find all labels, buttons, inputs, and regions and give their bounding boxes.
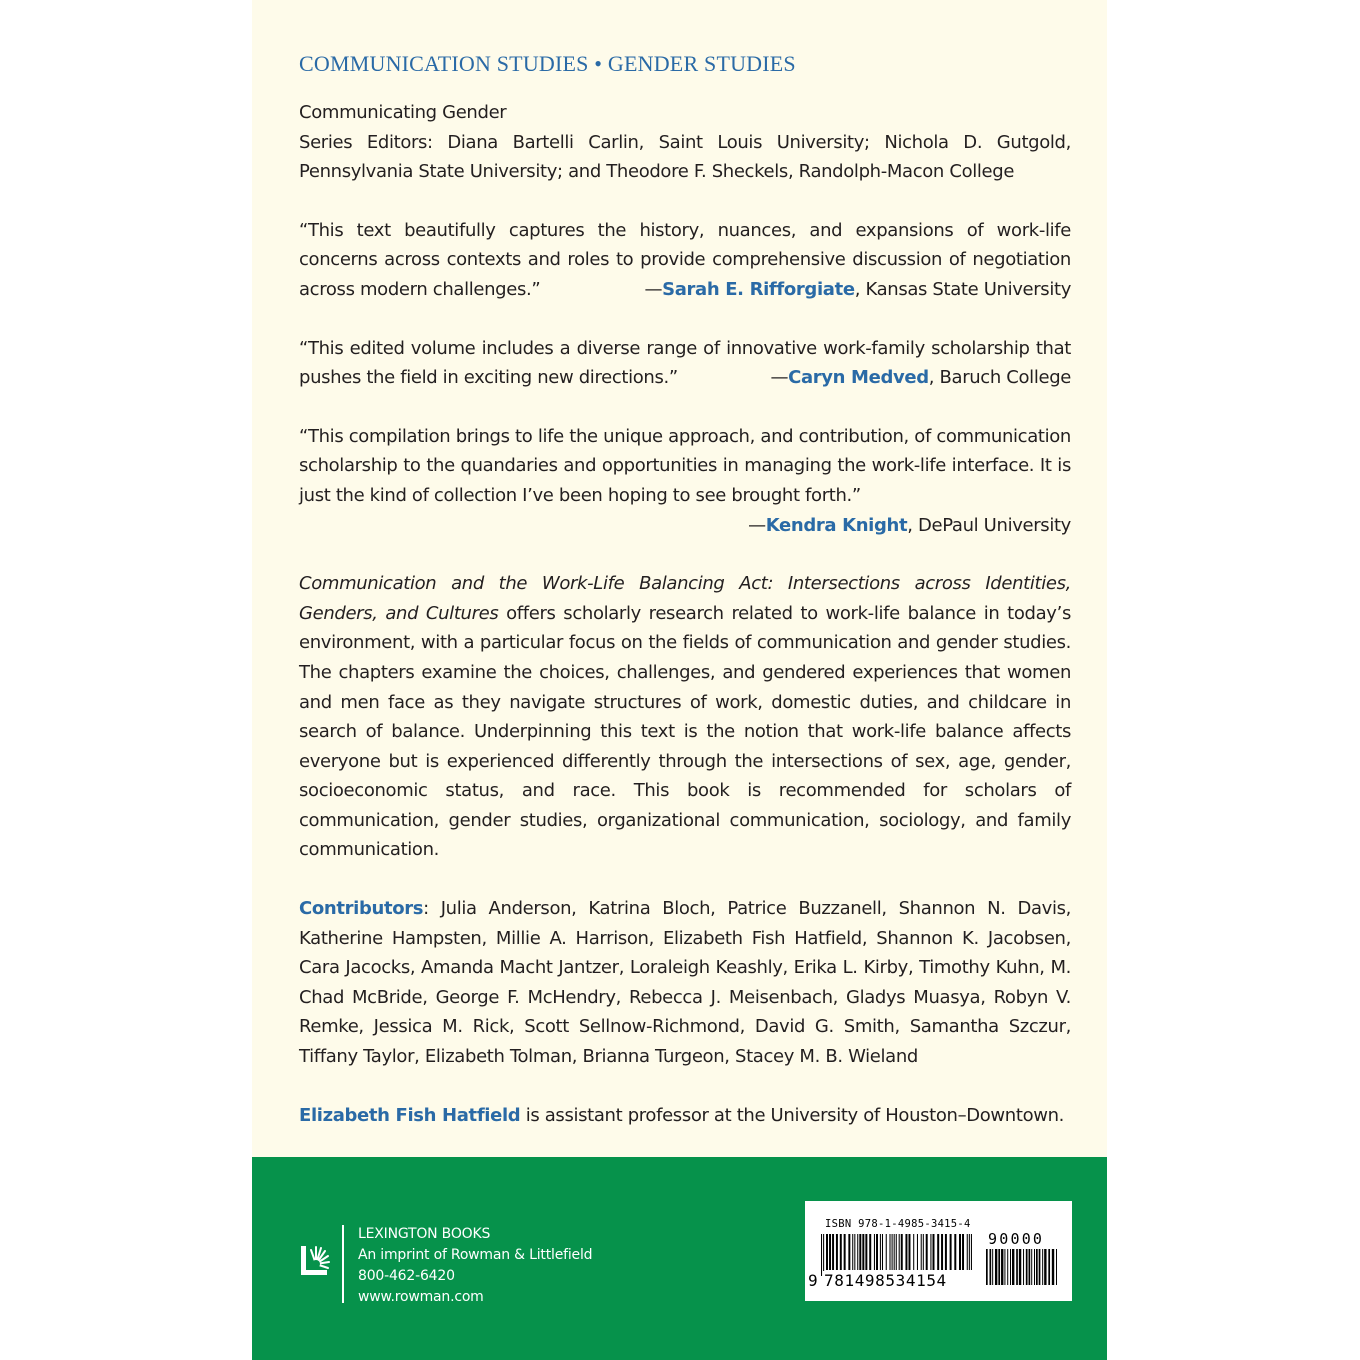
barcode-bar [862, 1234, 864, 1270]
barcode-bar [1012, 1249, 1014, 1285]
barcode-bar [1031, 1249, 1032, 1285]
barcode-bar [892, 1234, 893, 1270]
barcode-bar [1056, 1249, 1057, 1285]
barcode-bar [962, 1234, 964, 1270]
barcode-bar [1016, 1249, 1018, 1285]
barcode-bar [1023, 1249, 1024, 1285]
barcode-bar [886, 1234, 887, 1270]
series-editors: Series Editors: Diana Bartelli Carlin, Saint Louis University; Nichola D. Gutgold, Pennsylvania State University; and Theodore F. Sheckels, Randolph-Macon College [299, 131, 1071, 183]
barcode-bar [986, 1249, 988, 1285]
category-heading: COMMUNICATION STUDIES • GENDER STUDIES [299, 51, 796, 76]
publisher-footer [252, 1157, 1107, 1360]
blurb-2 [299, 334, 1071, 393]
blurb-affiliation: , Baruch College [928, 367, 1071, 389]
barcode-bar [894, 1234, 895, 1270]
barcode-bar [923, 1234, 924, 1270]
barcode-bar [1042, 1249, 1043, 1285]
barcode-bar [1004, 1249, 1005, 1285]
barcode-bar [876, 1234, 878, 1270]
barcode-bar [932, 1234, 934, 1270]
addon-barcode-bars [986, 1249, 1060, 1285]
blurb-1 [299, 216, 1071, 305]
barcode-bar [896, 1234, 897, 1270]
barcode-bar [889, 1234, 890, 1270]
barcode-bar [992, 1249, 993, 1285]
blurb-3 [299, 422, 1071, 540]
barcode-bar [1052, 1249, 1054, 1285]
blurb-author-name: Kendra Knight [765, 514, 908, 536]
barcode-bar [829, 1234, 831, 1270]
barcode-bar [874, 1234, 875, 1270]
barcode-bar [1036, 1249, 1038, 1285]
footer-divider [342, 1225, 344, 1303]
ean-first-digit: 9 [808, 1271, 818, 1290]
blurb-attribution: —Sarah E. Rifforgiate, Kansas State University [644, 278, 1071, 300]
barcode-bar [1019, 1249, 1021, 1285]
blurb-quote: “This text beautifully captures the history, nuances, and expansions of work-life concerns across contexts and roles to provide comprehensive discussion of negotiation across modern challenges.” [299, 219, 1071, 300]
barcode-bar [908, 1234, 910, 1270]
barcode-bar [880, 1234, 881, 1270]
cover-content [299, 50, 1071, 1130]
barcode-bar [926, 1234, 928, 1270]
barcode-bar [950, 1234, 952, 1270]
barcode-bar [1001, 1249, 1003, 1285]
barcode-bar [937, 1234, 939, 1270]
blurb-attribution: —Caryn Medved, Baruch College [770, 367, 1071, 389]
barcode-bar [998, 1249, 1000, 1285]
barcode-bar [913, 1234, 914, 1270]
publisher-imprint: An imprint of Rowman & Littlefield [358, 1247, 593, 1263]
barcode-bar [971, 1234, 972, 1270]
blurb-quote: “This edited volume includes a diverse range of innovative work-family scholarship that pushes the field in exciting new directions.” [299, 337, 1071, 389]
barcode-bar [899, 1234, 900, 1270]
barcode-bar [1039, 1249, 1041, 1285]
barcode-bar [859, 1234, 861, 1270]
barcode-bar [848, 1234, 850, 1270]
barcode-bar [930, 1234, 931, 1270]
publisher-phone: 800-462-6420 [358, 1268, 455, 1284]
barcode-bar [954, 1234, 956, 1270]
book-title: Communication and the Work-Life Balancing Act: Intersections across Identities, Genders, and Cultures [299, 573, 1071, 624]
barcode-bar [869, 1234, 871, 1270]
barcode-bar [882, 1234, 883, 1270]
barcode-bar [1010, 1249, 1011, 1285]
barcode-bar [1034, 1249, 1035, 1285]
barcode-bar [857, 1234, 858, 1270]
author-name: Elizabeth Fish Hatfield [299, 1104, 521, 1126]
barcode-bar [945, 1234, 947, 1270]
addon-number: 90000 [988, 1230, 1045, 1248]
isbn-label: ISBN 978-1-4985-3415-4 [825, 1218, 971, 1230]
barcode-bar [865, 1234, 867, 1270]
book-description [299, 569, 1071, 865]
barcode-bar [826, 1234, 828, 1270]
barcode-bar [823, 1234, 824, 1276]
publisher-info [358, 1224, 592, 1308]
barcode-bar [844, 1234, 846, 1270]
barcode-bar [852, 1234, 853, 1270]
barcode-bar [967, 1234, 968, 1270]
contributors-list: : Julia Anderson, Katrina Bloch, Patrice Buzzanell, Shannon N. Davis, Katherine Hampsten, Millie A. Harrison, Elizabeth Fish Hatfield, Shannon K. Jacobsen, Cara Jacocks, Amanda Macht Jantzer, Loraleigh Keashly, Erika L. Kirby, Timothy Kuhn, M. Chad McBride, George F. McHendry, Rebecca J. Meisenbach, Gladys Muasya, Robyn V. Remke, Jessica M. Rick, Scott Sellnow-Richmond, David G. Smith, Samantha Szczur, Tiffany Taylor, Elizabeth Tolman, Brianna Turgeon, Stacey M. B. Wieland [299, 898, 1071, 1068]
series-info [299, 98, 1071, 187]
description-text: offers scholarly research related to work-life balance in today’s environment, with a particular focus on the fields of communication and gender studies. The chapters examine the choices, challenges, and gendered experiences that women and men face as they navigate structures of work, domestic duties, and childcare in search of balance. Underpinning this text is the notion that work-life balance affects everyone but is experienced differently through the intersections of sex, age, gender, socioeconomic status, and race. This book is recommended for scholars of communication, gender studies, organizational communication, sociology, and family communication. [299, 602, 1071, 861]
barcode-bar [840, 1234, 842, 1270]
barcode-bar [989, 1249, 991, 1285]
barcode-bar [995, 1249, 997, 1285]
barcode-bar [959, 1234, 961, 1270]
barcode-bar [969, 1234, 970, 1270]
lexington-logo-icon [300, 1242, 330, 1278]
publisher-name: LEXINGTON BOOKS [358, 1226, 491, 1242]
barcode-bar [917, 1234, 918, 1270]
barcode-bar [854, 1234, 855, 1270]
contributors [299, 894, 1071, 1072]
barcode-bar [1007, 1249, 1008, 1285]
blurb-attribution: —Kendra Knight, DePaul University [748, 514, 1071, 536]
barcode [805, 1201, 1072, 1301]
blurb-affiliation: , Kansas State University [854, 278, 1071, 300]
barcode-bar [1026, 1249, 1028, 1285]
barcode-bar [905, 1234, 907, 1270]
barcode-bar [921, 1234, 922, 1270]
barcode-bar [836, 1234, 838, 1270]
blurb-affiliation: , DePaul University [907, 514, 1071, 536]
barcode-bar [1029, 1249, 1031, 1285]
author-bio [299, 1101, 1071, 1131]
barcode-bar [901, 1234, 903, 1270]
ean-number: 781498534154 [824, 1271, 947, 1290]
barcode-bar [832, 1234, 834, 1270]
back-cover [252, 0, 1107, 1360]
barcode-bar [1048, 1249, 1050, 1285]
series-name: Communicating Gender [299, 102, 507, 123]
publisher-website: www.rowman.com [358, 1289, 484, 1305]
author-bio-text: is assistant professor at the University of Houston–Downtown. [520, 1104, 1065, 1126]
contributors-label: Contributors [299, 898, 424, 920]
barcode-bar [941, 1234, 943, 1270]
barcode-bar [821, 1234, 822, 1276]
blurb-author-name: Sarah E. Rifforgiate [662, 278, 855, 300]
blurb-quote: “This compilation brings to life the unique approach, and contribution, of communication scholarship to the quandaries and opportunities in managing the work-life interface. It is just the kind of collection I’ve been hoping to see brought forth.” [299, 425, 1071, 506]
barcode-bar [1044, 1249, 1046, 1285]
blurb-author-name: Caryn Medved [788, 367, 929, 389]
